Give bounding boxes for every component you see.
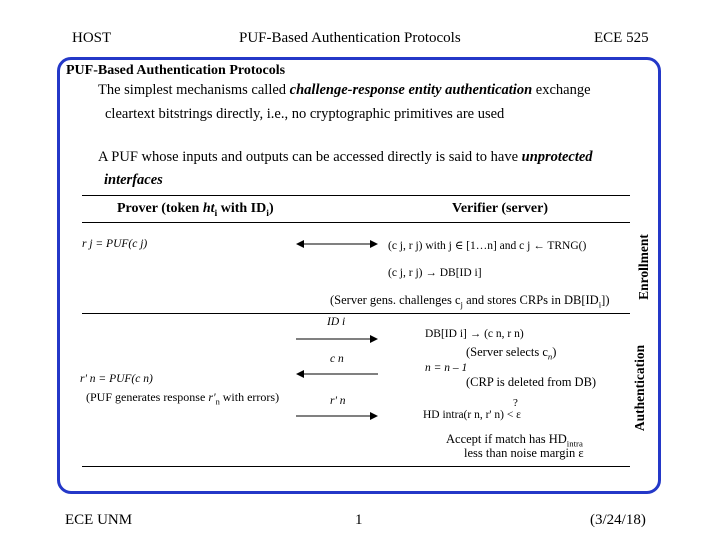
p1-post: exchange (532, 82, 591, 98)
enroll-arrow-icon (296, 238, 378, 250)
footer-date: (3/24/18) (590, 512, 646, 528)
auth-verifier-line-1: DB[ID i] → (c n, r n) (425, 328, 524, 340)
header-left: HOST (72, 30, 112, 46)
p1-emphasis: challenge-response entity authentication (289, 82, 533, 98)
table-top-rule (82, 195, 630, 196)
footer-page-number: 1 (355, 512, 363, 528)
auth-prover-note: (PUF generates response $r'_n$ with errors) (86, 390, 280, 407)
message-challenge-arrow-icon (296, 369, 378, 379)
paragraph-2-line-2 (104, 172, 163, 189)
header-right: ECE 525 (594, 30, 649, 46)
verifier-column-head: Verifier (server) (452, 201, 548, 216)
table-header-rule (82, 222, 630, 223)
p1-pre: The simplest mechanisms called (98, 82, 290, 98)
message-response-arrow-icon (296, 411, 378, 421)
authentication-label: Authentication (632, 344, 647, 432)
enroll-prover-equation: r j = PUF(c j) (82, 238, 148, 250)
auth-verifier-line-2: n = n – 1 (425, 362, 468, 374)
slide-title: PUF-Based Authentication Protocols (66, 63, 286, 78)
auth-verifier-line-3: HD intra(r n, r' n) < ε (423, 409, 522, 421)
auth-verifier-question: ? (513, 397, 518, 409)
table-bottom-rule (82, 466, 630, 467)
paragraph-1-line-2: cleartext bitstrings directly, i.e., no cryptographic primitives are used (105, 106, 505, 122)
paragraph-1-line-1 (98, 82, 591, 99)
prover-column-head: Prover (token $ht_i$ with $ID_i$) (117, 201, 274, 219)
table-mid-rule (82, 313, 630, 314)
message-challenge-label: c n (330, 353, 344, 365)
auth-prover-equation: r' n = PUF(c n) (80, 373, 153, 385)
auth-verifier-note-1: (Server selects $c_n$) (466, 345, 557, 362)
enroll-verifier-note: (Server gens. challenges $c_j$ and stores CRPs in $DB[ID_i]$) (330, 293, 610, 310)
auth-verifier-note-4: less than noise margin ε (464, 446, 584, 460)
auth-verifier-note-2: (CRP is deleted from DB) (466, 375, 597, 389)
enroll-verifier-line-1: (c j, r j) with j ∈ [1…n] and c j ← TRNG() (388, 240, 587, 252)
enroll-verifier-line-2: (c j, r j) → DB[ID i] (388, 267, 482, 279)
p2-pre: A PUF whose inputs and outputs can be accessed directly is said to have (98, 149, 522, 165)
p2-emphasis-1: unprotected (521, 149, 593, 165)
auth-verifier-note-3: Accept if match has $HD_{intra}$ (446, 432, 583, 449)
message-id-arrow-icon (296, 334, 378, 344)
header-title: PUF-Based Authentication Protocols (239, 30, 461, 46)
message-response-label: r' n (330, 395, 346, 407)
footer-left: ECE UNM (65, 512, 133, 528)
message-id-label: ID i (327, 316, 346, 328)
p2-emphasis-2: interfaces (104, 172, 163, 188)
enrollment-label: Enrollment (636, 234, 651, 300)
paragraph-2-line-1 (98, 149, 593, 166)
